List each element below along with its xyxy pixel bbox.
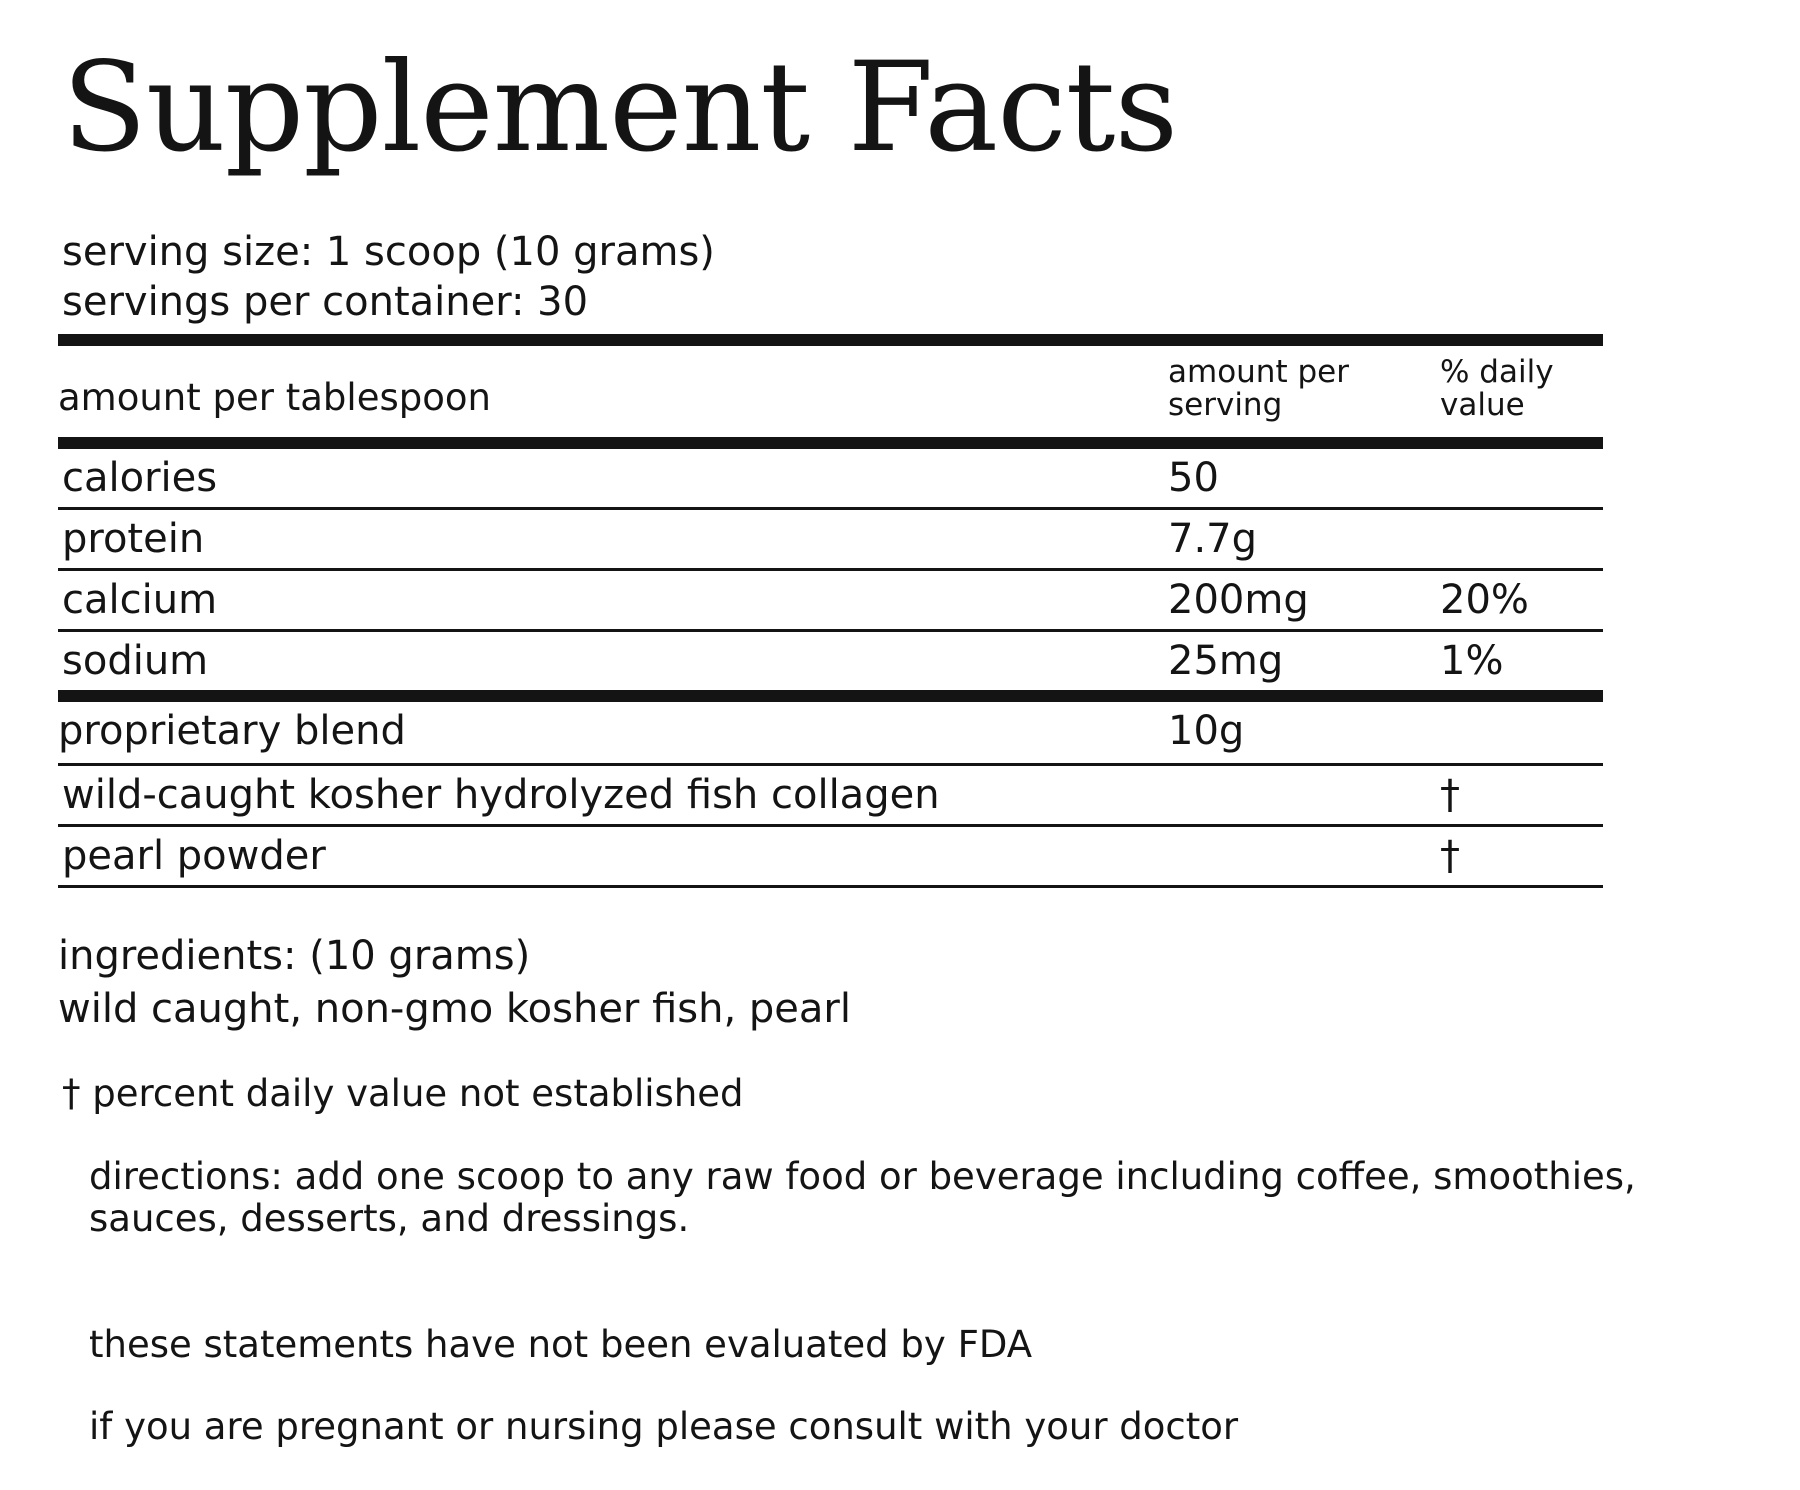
table-row bbox=[58, 571, 1603, 629]
table-row bbox=[58, 449, 1603, 507]
table-row bbox=[58, 632, 1603, 690]
ingredients-list: wild caught, non-gmo kosher fish, pearl bbox=[58, 986, 851, 1032]
row-name: wild-caught kosher hydrolyzed fish collagen bbox=[62, 772, 940, 818]
section-thick-rule bbox=[58, 690, 1603, 702]
serving-size: serving size: 1 scoop (10 grams) bbox=[62, 229, 715, 275]
row-daily-value: 20% bbox=[1440, 577, 1529, 623]
row-daily-value: † bbox=[1440, 772, 1460, 818]
header-dv-line2: value bbox=[1440, 387, 1525, 423]
table-bottom-rule bbox=[58, 885, 1603, 888]
row-amount: 25mg bbox=[1168, 638, 1284, 684]
table-row bbox=[58, 827, 1603, 885]
row-name: calories bbox=[62, 455, 218, 501]
table-header-amount bbox=[1168, 356, 1408, 422]
row-amount: 200mg bbox=[1168, 577, 1309, 623]
table-header-left: amount per tablespoon bbox=[58, 376, 491, 419]
directions-line1: directions: add one scoop to any raw food or beverage including coffee, smoothies, bbox=[89, 1155, 1636, 1198]
table-row bbox=[58, 766, 1603, 824]
ingredients-heading: ingredients: (10 grams) bbox=[58, 933, 531, 979]
daily-value-footnote: † percent daily value not established bbox=[62, 1072, 744, 1115]
table-header-daily-value bbox=[1440, 356, 1680, 422]
servings-per-container: servings per container: 30 bbox=[62, 279, 589, 325]
row-name: sodium bbox=[62, 638, 209, 684]
row-daily-value: 1% bbox=[1440, 638, 1504, 684]
row-name: protein bbox=[62, 516, 205, 562]
header-amount-line2: serving bbox=[1168, 387, 1283, 423]
top-thick-rule bbox=[58, 334, 1603, 346]
header-bottom-thick-rule bbox=[58, 437, 1603, 449]
table-row bbox=[58, 702, 1603, 760]
row-name: proprietary blend bbox=[58, 708, 406, 754]
row-amount: 50 bbox=[1168, 455, 1219, 501]
row-name: pearl powder bbox=[62, 833, 326, 879]
page-title: Supplement Facts bbox=[62, 36, 1178, 180]
pregnancy-warning: if you are pregnant or nursing please consult with your doctor bbox=[89, 1405, 1239, 1448]
row-amount: 7.7g bbox=[1168, 516, 1258, 562]
directions-line2: sauces, desserts, and dressings. bbox=[89, 1197, 690, 1240]
row-amount: 10g bbox=[1168, 708, 1245, 754]
fda-disclaimer: these statements have not been evaluated by FDA bbox=[89, 1323, 1033, 1366]
header-dv-line1: % daily bbox=[1440, 354, 1554, 390]
row-name: calcium bbox=[62, 577, 218, 623]
header-amount-line1: amount per bbox=[1168, 354, 1349, 390]
table-row bbox=[58, 510, 1603, 568]
row-daily-value: † bbox=[1440, 833, 1460, 879]
